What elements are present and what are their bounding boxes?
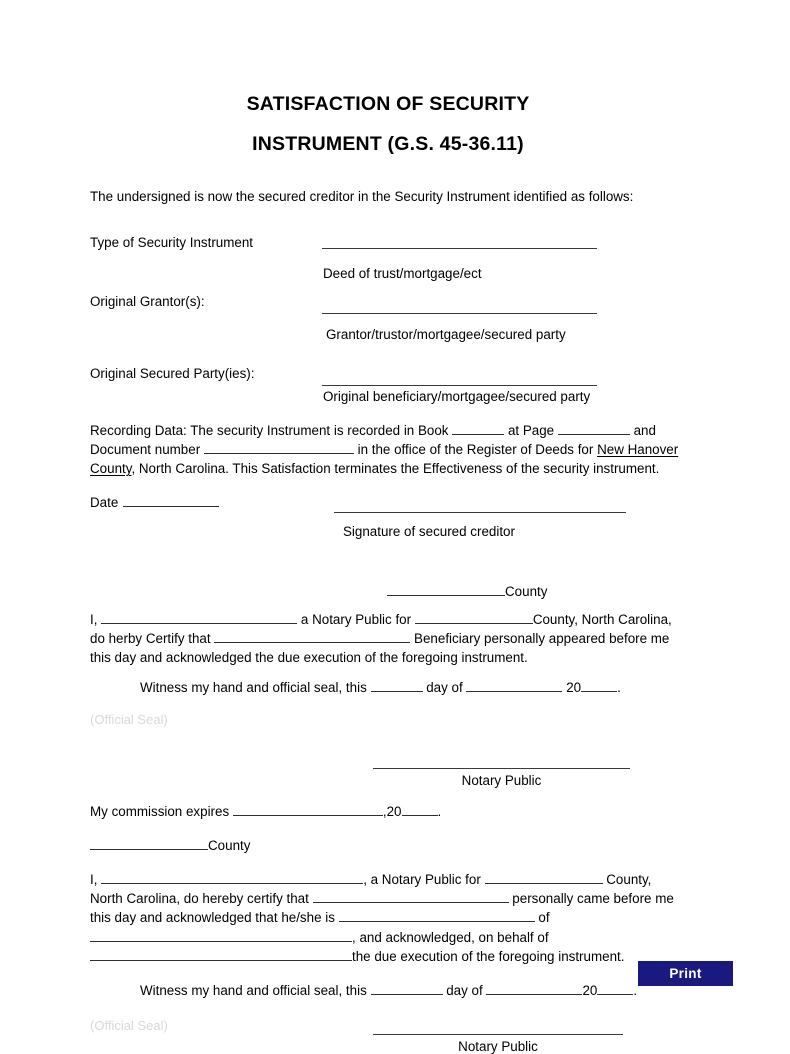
notary1-witness-d: . — [617, 680, 621, 696]
notary2-text-e: of — [538, 910, 550, 926]
print-button[interactable]: Print — [638, 961, 733, 986]
input-line-notary1-commission-year[interactable] — [402, 815, 438, 816]
notary1-witness-c: 20 — [566, 680, 582, 696]
input-line-notary1-year[interactable] — [581, 691, 617, 692]
notary2-text-b: , a Notary Public for — [363, 872, 481, 888]
label-date: Date — [90, 495, 119, 511]
security-instrument-fields — [90, 234, 686, 404]
notary1-signature-row — [90, 749, 686, 769]
notary1-commission-b: ,20 — [382, 804, 402, 820]
label-original-grantor: Original Grantor(s): — [90, 294, 205, 310]
county-name: New Hanover County — [90, 442, 679, 477]
field-row-original-secured-party — [90, 365, 686, 383]
document-body — [90, 0, 686, 1054]
notary1-text-d: Beneficiary personally appeared before me this day and acknowledged the due execution of the foregoing instrument. — [90, 631, 670, 666]
notary2-text-c: County, North Carolina, do hereby certify that — [90, 872, 652, 907]
input-line-original-grantor[interactable] — [322, 313, 597, 314]
recording-text-e: , North Carolina. This Satisfaction terminates the Effectiveness of the security instrument. — [131, 461, 660, 477]
intro-paragraph: The undersigned is now the secured creditor in the Security Instrument identified as follows: — [90, 189, 634, 204]
input-line-notary2-month[interactable] — [486, 994, 582, 995]
notary2-text-g: the due execution of the foregoing instrument. — [352, 948, 625, 964]
input-line-creditor-signature[interactable] — [334, 512, 626, 513]
caption-instrument-type: Deed of trust/mortgage/ect — [323, 266, 482, 282]
input-line-notary1-signature[interactable] — [373, 768, 630, 769]
notary2-certification-paragraph — [90, 870, 686, 965]
notary2-county-suffix: County — [208, 838, 251, 854]
notary1-commission-c: . — [437, 804, 442, 820]
notary2-seal-signature-row — [90, 1017, 686, 1035]
input-line-date[interactable] — [123, 506, 219, 507]
notary1-witness-a: Witness my hand and official seal, this — [140, 680, 367, 696]
document-title-line-2: INSTRUMENT (G.S. 45-36.11) — [252, 132, 524, 155]
notary-block-1 — [90, 582, 686, 821]
input-line-notary2-entity[interactable] — [90, 941, 352, 942]
notary1-county-suffix: County — [505, 584, 548, 600]
input-line-instrument-type[interactable] — [322, 248, 597, 249]
label-original-secured-party: Original Secured Party(ies): — [90, 366, 255, 382]
input-line-notary1-commission-date[interactable] — [233, 815, 383, 816]
caption-signature-of-secured-creditor: Signature of secured creditor — [343, 524, 515, 540]
caption-notary2-public: Notary Public — [458, 1038, 538, 1054]
notary1-commission-line — [90, 802, 686, 821]
notary2-official-seal-label: (Official Seal) — [90, 1017, 168, 1033]
field-row-original-grantor — [90, 293, 686, 311]
input-line-notary2-for-county[interactable] — [485, 883, 603, 884]
input-line-notary1-day[interactable] — [371, 691, 423, 692]
notary2-county-row — [90, 836, 686, 855]
input-line-notary1-name[interactable] — [101, 623, 297, 624]
notary2-witness-line — [90, 981, 686, 1000]
label-type-of-security-instrument: Type of Security Instrument — [90, 235, 253, 251]
recording-text-b: at Page — [507, 423, 555, 439]
recording-text-d: in the office of the Register of Deeds for — [357, 442, 594, 458]
input-line-notary2-signature[interactable] — [373, 1034, 623, 1035]
notary2-witness-d: . — [633, 982, 638, 998]
notary1-certification-paragraph — [90, 610, 686, 667]
notary-block-2 — [90, 836, 686, 1053]
input-line-notary2-person[interactable] — [313, 902, 509, 903]
input-line-notary1-month[interactable] — [466, 691, 562, 692]
input-line-notary2-year[interactable] — [597, 994, 633, 995]
notary1-witness-line — [90, 678, 686, 697]
input-line-notary2-name[interactable] — [101, 883, 363, 884]
caption-notary1-public: Notary Public — [461, 773, 542, 789]
notary1-text-b: a Notary Public for — [300, 612, 412, 628]
notary1-official-seal-label: (Official Seal) — [90, 712, 168, 728]
date-signature-row — [90, 494, 686, 516]
notary1-text-c: County, North Carolina, do herby Certify that — [90, 612, 672, 647]
input-line-notary1-for-county[interactable] — [415, 623, 533, 624]
recording-text-a: Recording Data: The security Instrument is recorded in Book — [90, 423, 449, 439]
input-line-book[interactable] — [452, 434, 504, 435]
notary1-text-a: I, — [90, 612, 98, 628]
document-title-line-1: SATISFACTION OF SECURITY — [246, 93, 530, 115]
notary2-text-d: personally came before me this day and acknowledged that he/she is — [90, 891, 674, 926]
input-line-notary1-county[interactable] — [387, 595, 505, 596]
notary1-commission-a: My commission expires — [90, 804, 230, 820]
notary2-witness-a: Witness my hand and official seal, this — [140, 982, 367, 998]
field-row-instrument-type — [90, 234, 686, 252]
input-line-notary2-title[interactable] — [339, 921, 535, 922]
notary2-witness-b: day of — [446, 982, 483, 998]
input-line-original-secured-party[interactable] — [322, 385, 597, 386]
input-line-notary2-behalf-of[interactable] — [90, 960, 352, 961]
input-line-notary2-day[interactable] — [371, 994, 443, 995]
input-line-notary2-county[interactable] — [90, 849, 208, 850]
input-line-document-number[interactable] — [204, 453, 354, 454]
recording-data-paragraph — [90, 421, 686, 478]
recording-text-c: and Document number — [90, 423, 656, 458]
caption-original-grantor: Grantor/trustor/mortgagee/secured party — [326, 327, 566, 343]
notary1-county-row — [90, 582, 686, 601]
notary1-witness-b: day of — [426, 680, 463, 696]
caption-original-secured-party: Original beneficiary/mortgagee/secured party — [323, 389, 591, 405]
notary2-witness-c: 20 — [582, 982, 598, 998]
input-line-notary1-beneficiary[interactable] — [214, 642, 410, 643]
notary2-text-a: I, — [90, 872, 98, 888]
input-line-page[interactable] — [558, 434, 630, 435]
notary2-text-f: , and acknowledged, on behalf of — [352, 929, 549, 945]
